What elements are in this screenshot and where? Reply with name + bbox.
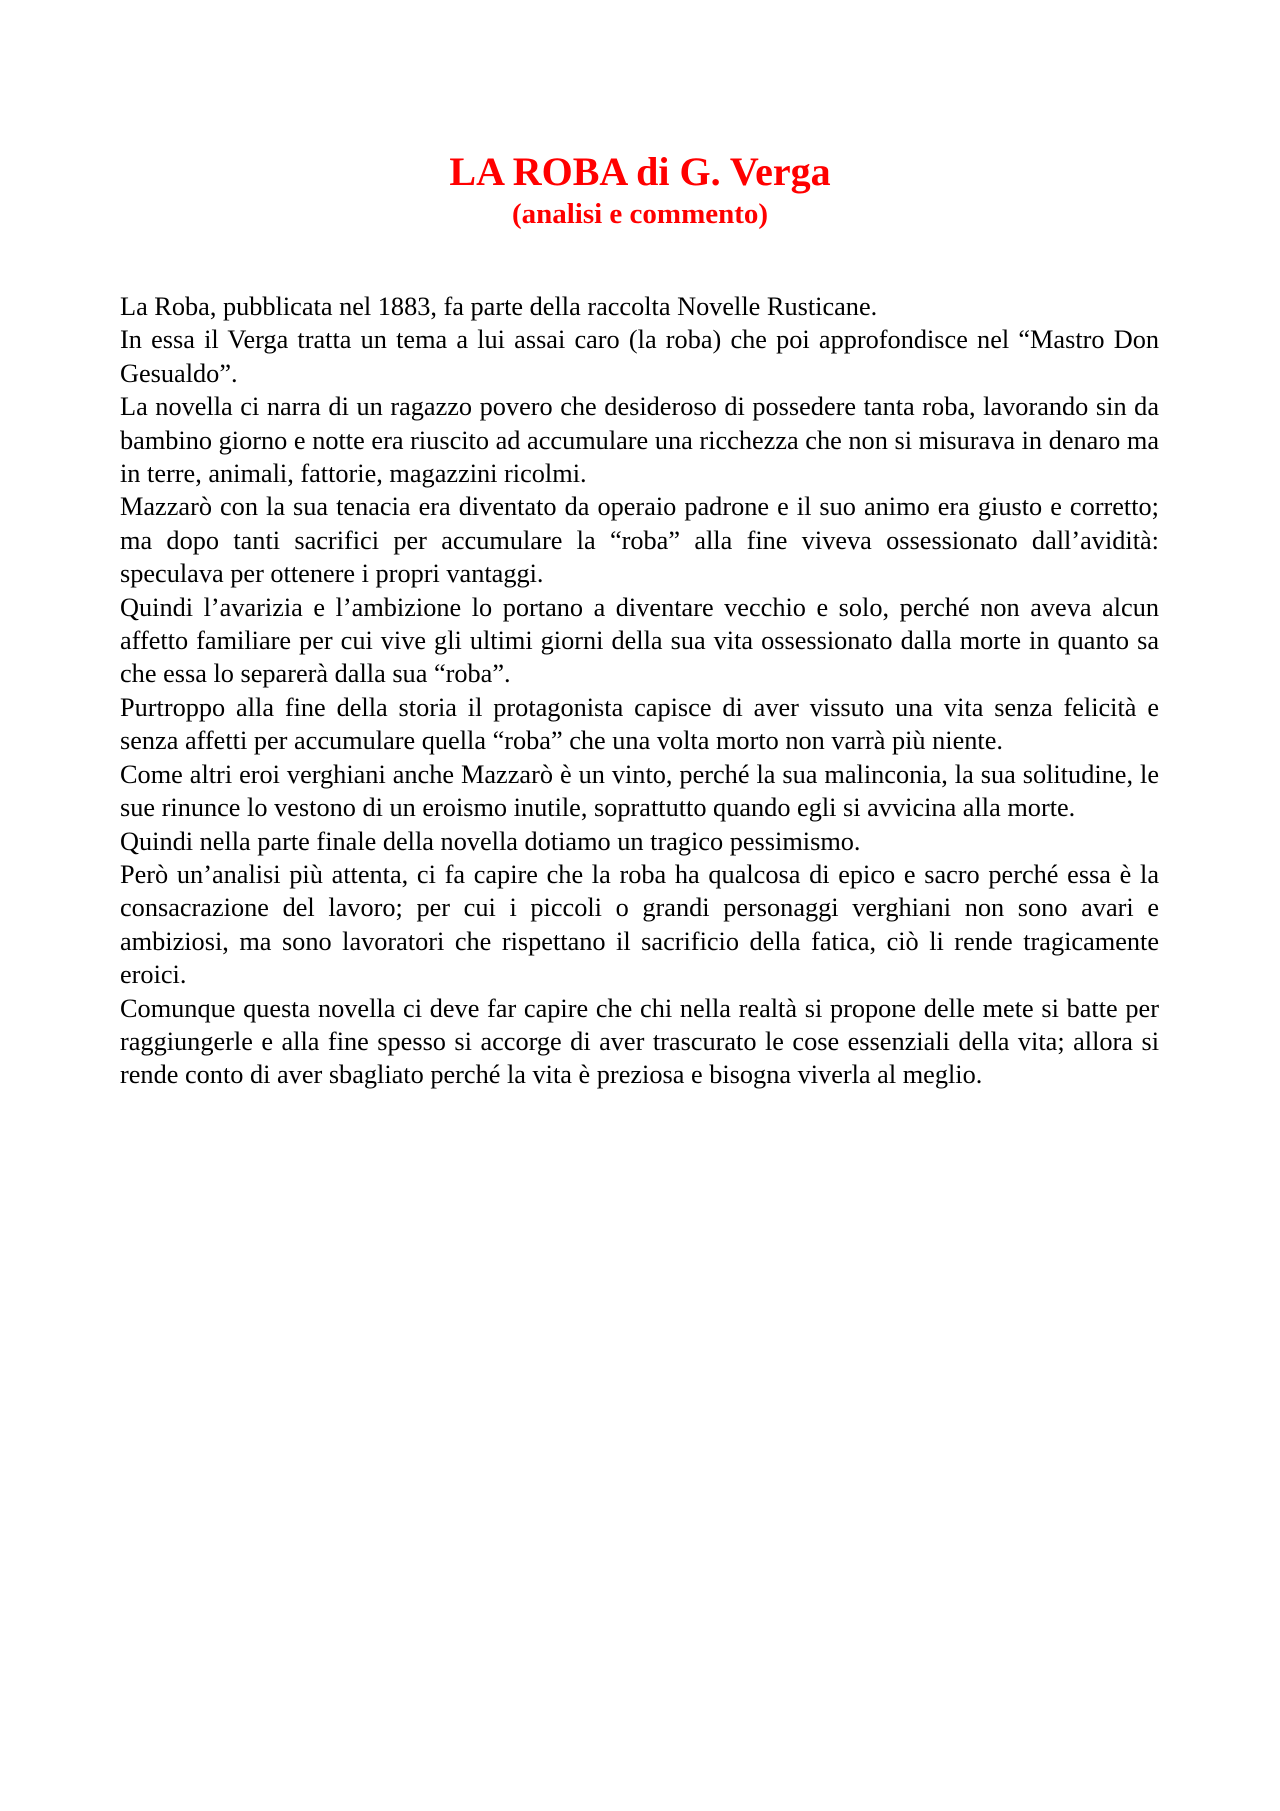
document-body [120,290,1159,1092]
paragraph: In essa il Verga tratta un tema a lui assai caro (la roba) che poi approfondisce nel “Mastro Don Gesualdo”. [120,325,1159,388]
title-block [0,148,1280,232]
paragraph: Purtroppo alla fine della storia il protagonista capisce di aver vissuto una vita senza felicità e senza affetti per accumulare quella “roba” che una volta morto non varrà più niente. [120,692,1159,756]
paragraph: Mazzarò con la sua tenacia era diventato da operaio padrone e il suo animo era giusto e corretto; ma dopo tanti sacrifici per accumulare la “roba” alla fine viveva ossessionato dall’avidità: speculava per ottenere i propri vantaggi. [120,492,1159,589]
paragraph: La Roba, pubblicata nel 1883, fa parte della raccolta Novelle Rusticane. [120,292,878,321]
document-title: LA ROBA di G. Verga [449,149,831,194]
paragraph: Quindi l’avarizia e l’ambizione lo portano a diventare vecchio e solo, perché non aveva alcun affetto familiare per cui vive gli ultimi giorni della sua vita ossessionato dalla morte in quanto sa che essa lo separerà dalla sua “roba”. [120,592,1159,689]
paragraph: Come altri eroi verghiani anche Mazzarò è un vinto, perché la sua malinconia, la sua solitudine, le sue rinunce lo vestono di un eroismo inutile, soprattutto quando egli si avvicina alla morte. [120,759,1159,823]
paragraph: Comunque questa novella ci deve far capire che chi nella realtà si propone delle mete si batte per raggiungerle e alla fine spesso si accorge di aver trascurato le cose essenziali della vita; allora si rende conto di aver sbagliato perché la vita è preziosa e bisogna viverla al meglio. [120,993,1159,1090]
paragraph: Quindi nella parte finale della novella dotiamo un tragico pessimismo. [120,826,861,856]
paragraph: Però un’analisi più attenta, ci fa capire che la roba ha qualcosa di epico e sacro perché essa è la consacrazione del lavoro; per cui i piccoli o grandi personaggi verghiani non sono avari e ambiziosi, ma sono lavoratori che rispettano il sacrificio della fatica, ciò li rende tragicamente eroici. [120,859,1159,990]
document-subtitle: (analisi e commento) [511,198,769,230]
paragraph: La novella ci narra di un ragazzo povero che desideroso di possedere tanta roba, lavorando sin da bambino giorno e notte era riuscito ad accumulare una ricchezza che non si misurava in denaro ma in terre, animali, fattorie, magazzini ricolmi. [120,392,1159,489]
